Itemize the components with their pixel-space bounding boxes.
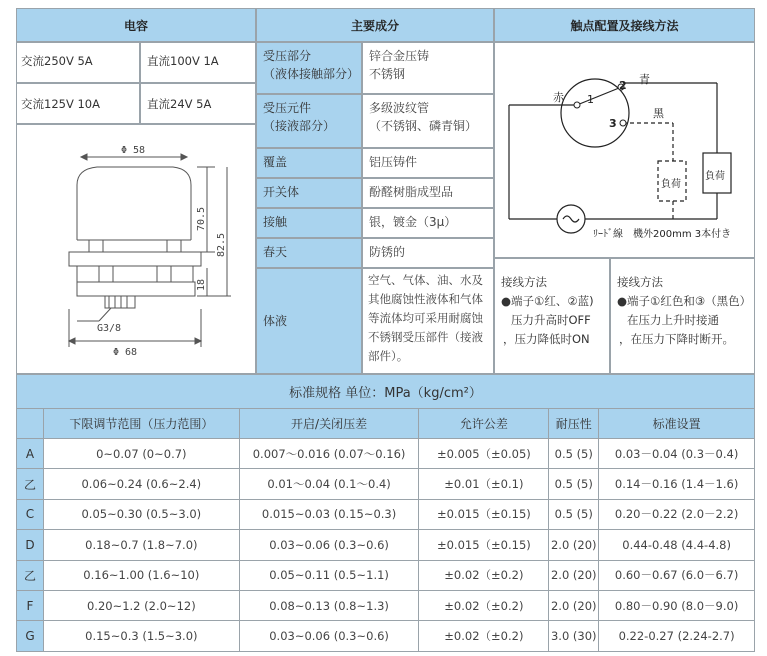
spec-row-label: 乙 <box>17 469 44 499</box>
terminal-1-label: 1 <box>587 93 594 106</box>
rating-cell <box>140 83 256 124</box>
lead-wire-label: ﾘｰﾄﾞ線 機外200mm 3本付き <box>593 229 732 240</box>
wiring-header <box>494 8 755 42</box>
spec-cell: 0.20~1.2 (2.0~12) <box>43 590 239 620</box>
terminal-2-label: 2 <box>619 79 627 92</box>
load-2-label: 負荷 <box>705 171 725 182</box>
spec-cell: 0.16~1.00 (1.6~10) <box>43 560 239 590</box>
spec-header-row <box>17 409 755 439</box>
load-1-label: 負荷 <box>661 179 681 190</box>
spec-cell: ±0.005（±0.05) <box>419 439 549 469</box>
spec-cell: 0.44-0.48 (4.4-4.8) <box>599 530 755 560</box>
dimension-drawing-cell <box>16 124 256 374</box>
red-wire-label: 赤 <box>553 91 564 104</box>
spec-cell: 0.80－0.90 (8.0－9.0) <box>599 590 755 620</box>
spec-cell: 3.0 (30) <box>549 621 599 651</box>
table-row <box>17 499 755 529</box>
spec-cell: 0.05~0.11 (0.5~1.1) <box>239 560 419 590</box>
spec-table <box>16 374 755 652</box>
component-label: 开关体 <box>256 178 362 208</box>
spec-cell: 2.0 (20) <box>549 560 599 590</box>
base-dim-label: 18 <box>196 278 207 291</box>
wiring-method-line: ，在压力下降时断开。 <box>619 332 734 346</box>
component-label: 受压元件 （接液部分） <box>256 94 362 148</box>
component-label: 接触 <box>256 208 362 238</box>
wiring-method-terminals: ●端子①红、②蓝) <box>501 294 594 308</box>
spec-cell: 2.0 (20) <box>549 590 599 620</box>
wiring-method-title: 接线方法 <box>501 275 547 289</box>
spec-cell: 0.03－0.04 (0.3－0.4) <box>599 439 755 469</box>
spec-cell: ±0.01（±0.1) <box>419 469 549 499</box>
spec-cell: 2.0 (20) <box>549 530 599 560</box>
component-value: 银，镀金（3μ） <box>362 208 494 238</box>
spec-cell: 0.007～0.016 (0.07～0.16) <box>239 439 419 469</box>
spec-cell: 0.60－0.67 (6.0－6.7) <box>599 560 755 590</box>
spec-col-header: 下限调节范围（压力范围） <box>43 409 239 439</box>
table-row <box>17 439 755 469</box>
capacitance-header <box>16 8 256 42</box>
fluid-label: 体液 <box>263 314 288 328</box>
spec-cell: 0.5 (5) <box>549 499 599 529</box>
component-label: 覆盖 <box>256 148 362 178</box>
spec-col-header: 开启/关闭压差 <box>239 409 419 439</box>
spec-cell: 0.05~0.30 (0.5~3.0) <box>43 499 239 529</box>
spec-cell: ±0.015（±0.15) <box>419 499 549 529</box>
spec-row-label: G <box>17 621 44 651</box>
rating-dc100: 直流100V 1A <box>147 54 219 68</box>
height-dim-label: 70.5 <box>196 206 207 231</box>
spec-cell: 0.5 (5) <box>549 469 599 499</box>
rating-cell <box>16 83 140 124</box>
spec-cell: ±0.015（±0.15) <box>419 530 549 560</box>
spec-row-label: F <box>17 590 44 620</box>
spec-col-header: 标准设置 <box>599 409 755 439</box>
spec-cell: 0.03~0.06 (0.3~0.6) <box>239 621 419 651</box>
black-wire-label: 黑 <box>653 107 664 120</box>
component-label <box>256 268 362 374</box>
top-dim-label: Φ 58 <box>121 145 146 156</box>
spec-col-header: 允许公差 <box>419 409 549 439</box>
wiring-method-line: 压力升高时OFF <box>511 313 591 327</box>
component-value: 锌合金压铸 不锈钢 <box>362 42 494 94</box>
spec-cell: ±0.02（±0.2) <box>419 590 549 620</box>
spec-row-label: 乙 <box>17 560 44 590</box>
rating-ac125: 交流125V 10A <box>21 97 100 111</box>
total-dim-label: 82.5 <box>216 232 227 257</box>
wiring-diagram-cell <box>494 42 755 258</box>
components-header <box>256 8 494 42</box>
spec-cell: 0.20－0.22 (2.0－2.2) <box>599 499 755 529</box>
wiring-method-1 <box>494 258 610 374</box>
spec-col-header <box>17 409 44 439</box>
spec-cell: 0.08~0.13 (0.8~1.3) <box>239 590 419 620</box>
spec-row-label: C <box>17 499 44 529</box>
wiring-method-2 <box>610 258 755 374</box>
table-row <box>17 621 755 651</box>
component-value: 酚醛树脂成型品 <box>362 178 494 208</box>
component-label: 受压部分 （液体接触部分） <box>256 42 362 94</box>
components-header-text: 主要成分 <box>350 18 399 33</box>
wiring-diagram <box>495 43 754 257</box>
spec-cell: ±0.02（±0.2) <box>419 621 549 651</box>
spec-cell: 0.14－0.16 (1.4－1.6) <box>599 469 755 499</box>
spec-cell: 0.15~0.3 (1.5~3.0) <box>43 621 239 651</box>
terminal-3-label: 3 <box>609 117 617 130</box>
capacitance-header-text: 电容 <box>123 18 148 33</box>
bottom-dim-label: Φ 68 <box>113 347 138 358</box>
wiring-header-text: 触点配置及接线方法 <box>570 18 679 33</box>
spec-cell: ±0.02（±0.2) <box>419 560 549 590</box>
component-label: 春天 <box>256 238 362 268</box>
rating-dc24: 直流24V 5A <box>147 97 212 111</box>
rating-cell <box>16 42 140 83</box>
spec-cell: 0.5 (5) <box>549 439 599 469</box>
spec-cell: 0~0.07 (0~0.7) <box>43 439 239 469</box>
dimension-drawing <box>17 125 255 373</box>
wiring-method-line: ，压力降低时ON <box>503 332 590 346</box>
thread-label: G3/8 <box>97 323 122 334</box>
rating-cell <box>140 42 256 83</box>
table-row <box>17 560 755 590</box>
spec-row-label: D <box>17 530 44 560</box>
wiring-method-terminals: ●端子①红色和③（黑色） <box>617 294 752 308</box>
wiring-method-line: 在压力上升时接通 <box>627 313 719 327</box>
rating-ac250: 交流250V 5A <box>21 54 93 68</box>
component-value: 多级波纹管 （不锈钢、磷青铜） <box>362 94 494 148</box>
component-value: 铝压铸件 <box>362 148 494 178</box>
table-row <box>17 469 755 499</box>
spec-cell: 0.18~0.7 (1.8~7.0) <box>43 530 239 560</box>
blue-wire-label: 青 <box>639 73 650 86</box>
wiring-method-title: 接线方法 <box>617 275 663 289</box>
component-value: 空气、气体、油、水及其他腐蚀性液体和气体等流体均可采用耐腐蚀不锈钢受压部件（接液部件）。 <box>362 268 494 374</box>
spec-cell: 0.015~0.03 (0.15~0.3) <box>239 499 419 529</box>
spec-cell: 0.03~0.06 (0.3~0.6) <box>239 530 419 560</box>
spec-row-label: A <box>17 439 44 469</box>
spec-cell: 0.06~0.24 (0.6~2.4) <box>43 469 239 499</box>
spec-title: 标准规格 单位：MPa（kg/cm²） <box>17 375 755 409</box>
table-row <box>17 530 755 560</box>
spec-cell: 0.22-0.27 (2.24-2.7) <box>599 621 755 651</box>
spec-cell: 0.01～0.04 (0.1～0.4) <box>239 469 419 499</box>
component-value: 防锈的 <box>362 238 494 268</box>
table-row <box>17 590 755 620</box>
top-section <box>16 8 755 374</box>
spec-col-header: 耐压性 <box>549 409 599 439</box>
